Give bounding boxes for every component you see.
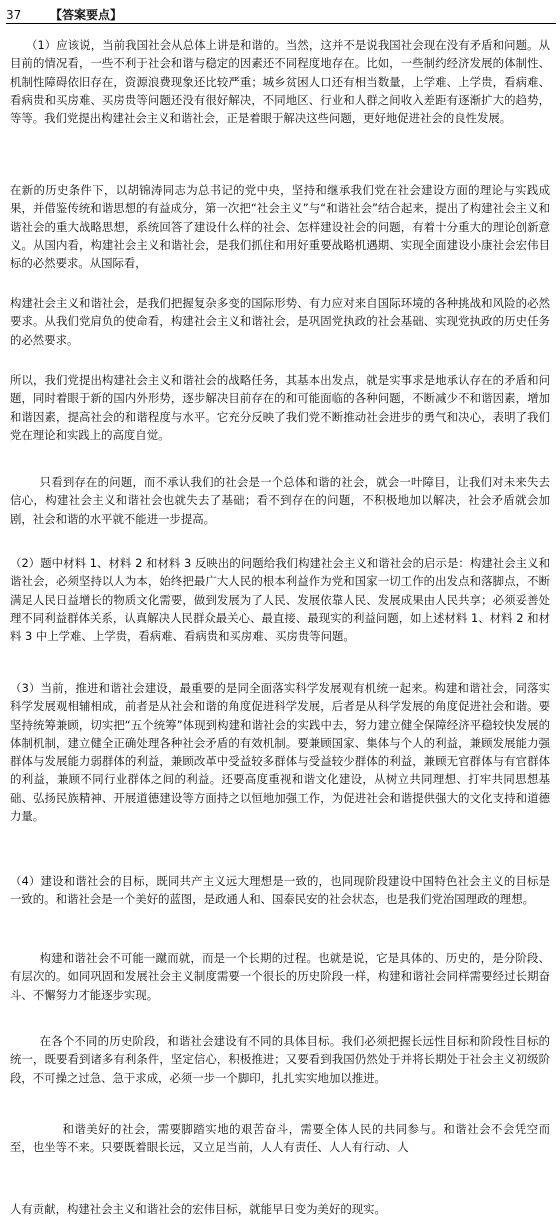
paragraph-1: （1）应该说，当前我国社会从总体上讲是和谐的。当然，这并不是说我国社会现在没有矛盾和问题。从目前的情况看，一些不利于社会和谐与稳定的因素还不同程度地存在。比如，一些制约经济发展的体制性、机制性障碍依旧存在，资源浪费现象还比较严重；城乡贫困人口还有相当数量，上学难、上学贵，看病难、看病贵和买房难、买房贵等问题还没有很好解决，不同地区、行业和人群之间收入差距有逐渐扩大的趋势，等等。我们党提出构建社会主义和谐社会，正是着眼于解决这些问题，更好地促进社会的良性发展。 bbox=[10, 38, 550, 126]
paragraph-4: 所以，我们党提出构建社会主义和谐社会的战略任务，其基本出发点，就是实事求是地承认存在的矛盾和问题，同时着眼于新的国内外形势，逐步解决目前存在的和可能面临的各种问题，不断减少不和谐因素，增加和谐因素，提高社会的和谐程度与水平。它充分反映了我们党不断推动社会进步的勇气和决心，表明了我们党在理论和实践上的高度自觉。 bbox=[10, 373, 550, 442]
paragraph-3: 构建社会主义和谐社会，是我们把握复杂多变的国际形势、有力应对来自国际环境的各种挑战和风险的必然要求。从我们党肩负的使命看，构建社会主义和谐社会，是巩固党执政的社会基础、实现党执政的历史任务的必然要求。 bbox=[10, 296, 550, 347]
paragraph-5: 只看到存在的问题，而不承认我们的社会是一个总体和谐的社会，就会一叶障目，让我们对未来失去信心，构建社会主义和谐社会也就失去了基础；看不到存在的问题，不积极地加以解决，社会矛盾就会加剧，社会和谐的水平就不能进一步提高。 bbox=[10, 475, 550, 526]
paragraph-7: （3）当前，推进和谐社会建设，最重要的是同全面落实科学发展观有机统一起来。构建和谐社会，同落实科学发展观相辅相成，前者是从社会和谐的角度促进科学发展，后者是从科学发展的角度促进社会和谐。要坚持统筹兼顾，切实把“五个统筹”体现到构建和谐社会的实践中去，努力建立健全保障经济平稳较快发展的体制机制，建立健全正确处理各种社会矛盾的有效机制。要兼顾国家、集体与个人的利益，兼顾发展能力强群体与发展能力弱群体的利益，兼顾改革中受益较多群体与受益较少群体的利益，兼顾无官群体与有官群体的利益，兼顾不同行业群体之间的利益。还要高度重视和谐文化建设，从树立共同理想、打牢共同思想基础、弘扬民族精神、开展道德建设等方面持之以恒地加强工作，为促进社会和谐提供强大的文化支持和道德力量。 bbox=[10, 681, 550, 824]
paragraph-12: 人有贡献，构建社会主义和谐社会的宏伟目标，就能早日变为美好的现实。 bbox=[10, 1202, 386, 1216]
paragraph-9: 构建和谐社会不可能一蹴而就，而是一个长期的过程。也就是说，它是具体的、历史的，是分阶段、有层次的。如同巩固和发展社会主义制度需要一个很长的历史阶段一样，构建和谐社会同样需要经过长期奋斗、不懈努力才能逐步实现。 bbox=[10, 951, 550, 1002]
paragraph-11: 和谐美好的社会，需要脚踏实地的艰苦奋斗，需要全体人民的共同参与。和谐社会不会凭空而至，也坐等不来。只要既着眼长远，又立足当前，人人有责任、人人有行动、人 bbox=[10, 1122, 550, 1155]
paragraph-10: 在各个不同的历史阶段，和谐社会建设有不同的具体目标。我们必须把握长远性目标和阶段性目标的统一，既要看到诸多有利条件，坚定信心，积极推进；又要看到我国仍然处于并将长期处于社会主义初级阶段，不可操之过急、急于求成，必须一步一个脚印，扎扎实实地加以推进。 bbox=[10, 1034, 550, 1085]
question-number: 37 bbox=[6, 8, 22, 22]
answer-heading: 【答案要点】 bbox=[50, 8, 123, 22]
header-bar bbox=[6, 5, 556, 24]
paragraph-2: 在新的历史条件下，以胡锦涛同志为总书记的党中央，坚持和继承我们党在社会建设方面的理论与实践成果，并借鉴传统和谐思想的有益成分，第一次把“社会主义”与“和谐社会”结合起来，提出了构建社会主义和谐社会的重大战略思想，系统回答了建设什么样的社会、怎样建设社会的问题，有着十分重大的理论创新意义。从国内看，构建社会主义和谐社会，是我们抓住和用好重要战略机遇期、实现全面建设小康社会宏伟目标的必然要求。从国际看， bbox=[10, 183, 550, 271]
paragraph-6: （2）题中材料 1、材料 2 和材料 3 反映出的问题给我们构建社会主义和谐社会的启示是：构建社会主义和谐社会，必须坚持以人为本，始终把最广大人民的根本利益作为党和国家一切工作的出发点和落脚点，不断满足人民日益增长的物质文化需要，做到发展为了人民、发展依靠人民、发展成果由人民共享；必须妥善处理不同利益群体关系，认真解决人民群众最关心、最直接、最现实的利益问题，如上述材料 1、材料 2 和材料 3 中上学难、上学贵，看病难、看病贵和买房难、买房贵等问题。 bbox=[10, 556, 550, 644]
paragraph-8: （4）建设和谐社会的目标，既同共产主义远大理想是一致的，也同现阶段建设中国特色社会主义的目标是一致的。和谐社会是一个美好的蓝图，是政通人和、国泰民安的社会状态，也是我们党治国理政的理想。 bbox=[10, 874, 550, 907]
